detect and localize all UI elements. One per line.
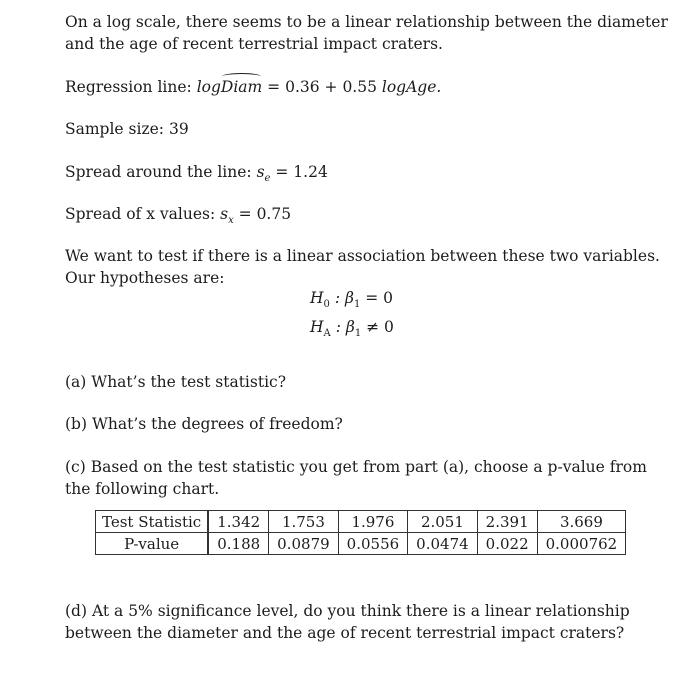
row-header-p-value: P-value — [96, 533, 209, 555]
question-c-line-2: the following chart. — [65, 480, 220, 498]
table-cell: 0.000762 — [537, 533, 626, 555]
table-row-p-value — [96, 533, 626, 555]
sample-size-label: Sample size: — [65, 120, 165, 138]
question-c — [65, 456, 647, 500]
question-d — [65, 600, 630, 644]
regression-label: Regression line: — [65, 78, 192, 96]
spread-x-label: Spread of x values: — [65, 205, 216, 223]
question-c-line-1: (c) Based on the test statistic you get from part (a), choose a p-value from — [65, 458, 647, 476]
question-b: (b) What’s the degrees of freedom? — [65, 415, 343, 433]
spread-line-value: = 1.24 — [275, 163, 328, 181]
pvalue-table — [95, 510, 626, 555]
intro-line-1: On a log scale, there seems to be a linear relationship between the diameter — [65, 13, 668, 31]
intro-line-2: and the age of recent terrestrial impact craters. — [65, 35, 443, 53]
table-cell: 1.976 — [338, 511, 408, 533]
test-intro — [65, 245, 660, 289]
regression-rhs: = 0.36 + 0.55 — [267, 78, 377, 96]
regression-line — [65, 76, 441, 98]
spread-around-line — [65, 161, 328, 190]
spread-line-label: Spread around the line: — [65, 163, 252, 181]
table-cell: 2.051 — [408, 511, 478, 533]
table-cell: 1.753 — [269, 511, 339, 533]
null-hypothesis: $H_0$ : $\beta_1 = 0$ — [310, 289, 394, 311]
table-cell: 0.022 — [477, 533, 537, 555]
test-intro-line-1: We want to test if there is a linear association between these two variables. — [65, 247, 660, 265]
question-d-line-2: between the diameter and the age of recent terrestrial impact craters? — [65, 624, 625, 642]
spread-x-symbol: $s_x$ — [220, 205, 234, 227]
table-cell: 0.0474 — [408, 533, 478, 555]
table-cell: 0.188 — [208, 533, 268, 555]
sample-size — [65, 118, 189, 140]
alternative-hypothesis: $H_A$ : $\beta_1 \ne 0$ — [310, 318, 394, 340]
test-intro-line-2: Our hypotheses are: — [65, 269, 225, 287]
question-a: (a) What’s the test statistic? — [65, 373, 287, 391]
table-cell: 0.0556 — [338, 533, 408, 555]
spread-x-value: = 0.75 — [238, 205, 292, 223]
row-header-test-statistic: Test Statistic — [96, 511, 209, 533]
regression-lhs: logDiam — [196, 78, 263, 96]
spread-line-symbol: $s_e$ — [256, 163, 271, 185]
table-cell: 2.391 — [477, 511, 537, 533]
table-cell: 3.669 — [537, 511, 626, 533]
sample-size-value: 39 — [168, 120, 189, 138]
table-cell: 1.342 — [208, 511, 268, 533]
table-row-test-statistic — [96, 511, 626, 533]
question-d-line-1: (d) At a 5% significance level, do you think there is a linear relationship — [65, 602, 630, 620]
spread-of-x — [65, 203, 291, 232]
regression-rhs-var: logAge. — [381, 78, 442, 96]
table-cell: 0.0879 — [269, 533, 339, 555]
regression-diam-hat: Diam — [220, 78, 263, 96]
intro-paragraph — [65, 11, 668, 55]
